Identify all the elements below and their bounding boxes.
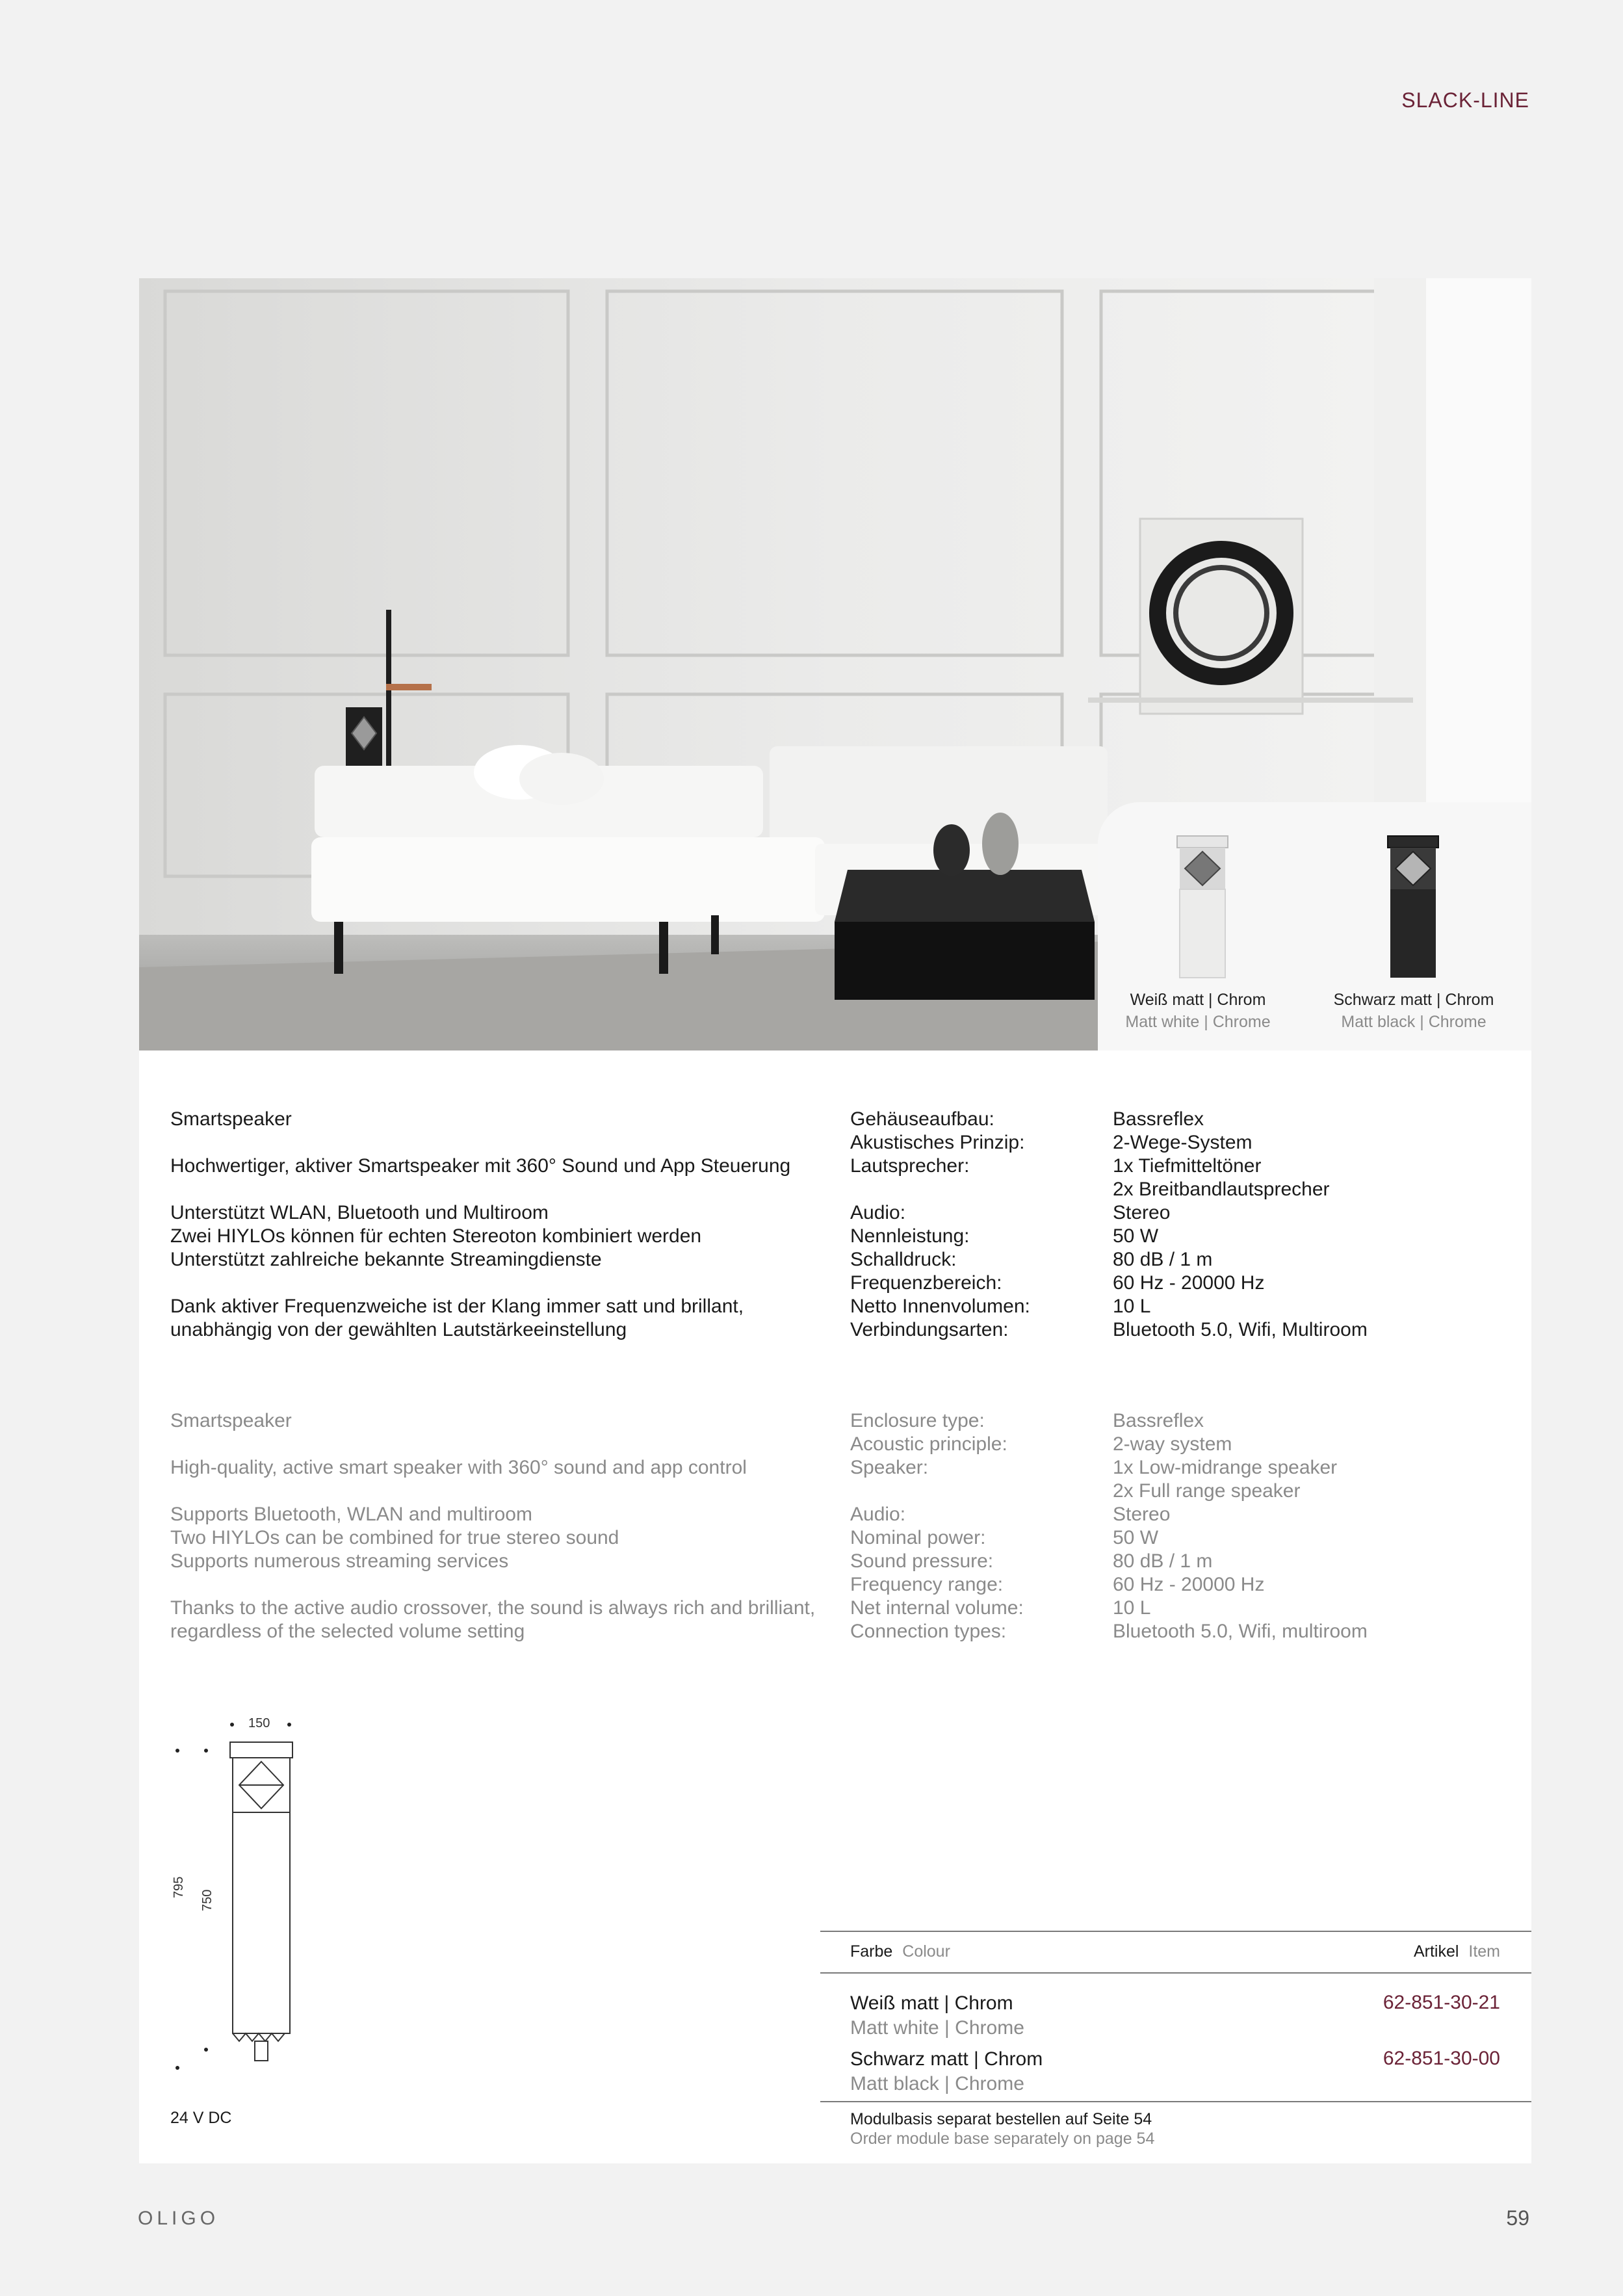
variant-white (1100, 802, 1295, 1050)
variant-white-label-de: Weiß matt | Chrom (1130, 991, 1266, 1009)
table-rule-header (820, 1972, 1531, 1974)
description-de: Smartspeaker Hochwertiger, aktiver Smartspeaker mit 360° Sound und App Steuerung Unterstützt WLAN, Bluetooth und Multiroom Zwei HIYLOs können für echten Stereoton kombiniert werden Unterstützt zahlreiche bekannte Streamingdienste Dank aktiver Frequenzweiche ist der Klang immer satt und brillant, unabhängig von der gewählten Lautstärkeeinstellung (170, 1108, 791, 1340)
dim-dot (204, 1749, 208, 1753)
product-title-de: Smartspeaker (170, 1108, 292, 1130)
black-speaker-icon (1316, 802, 1511, 984)
hero-room-photo (139, 278, 1531, 1050)
table-rule-bottom (820, 2101, 1531, 2102)
voltage-label: 24 V DC (170, 2109, 232, 2127)
col-colour-header: Farbe Colour (850, 1942, 950, 1961)
dim-body-height: 750 (200, 1889, 214, 1911)
speaker-technical-drawing (224, 1741, 302, 2092)
dim-dot (230, 1723, 234, 1727)
order-note-en: Order module base separately on page 54 (850, 2130, 1155, 2148)
table-row-white-de: Weiß matt | Chrom (850, 1992, 1013, 2014)
variant-black-label-de: Schwarz matt | Chrom (1333, 991, 1494, 1009)
variant-white-label-en: Matt white | Chrome (1125, 1013, 1271, 1031)
product-card (139, 278, 1531, 2163)
order-note-de: Modulbasis separat bestellen auf Seite 54 (850, 2110, 1152, 2128)
col-item-header: Artikel Item (1413, 1942, 1500, 1961)
colour-variant-panel (1098, 802, 1531, 1050)
series-title: SLACK-LINE (1401, 88, 1529, 112)
variant-black (1316, 802, 1511, 1050)
table-row-white-code: 62-851-30-21 (1383, 1992, 1500, 2013)
table-row-white-en: Matt white | Chrome (850, 2017, 1024, 2039)
variant-black-label-en: Matt black | Chrome (1341, 1013, 1487, 1031)
dim-dot (287, 1723, 291, 1727)
dim-total-height: 795 (172, 1876, 186, 1898)
page-number: 59 (1506, 2206, 1529, 2230)
specs-values-en: Bassreflex 2-way system 1x Low-midrange speaker 2x Full range speaker Stereo 50 W 80 dB / 1 m 60 Hz - 20000 Hz 10 L Bluetooth 5.0, Wifi, multiroom (1113, 1410, 1368, 1642)
white-speaker-icon (1100, 802, 1295, 984)
table-row-black-code: 62-851-30-00 (1383, 2048, 1500, 2069)
dim-dot (175, 1749, 179, 1753)
dim-dot (175, 2066, 179, 2070)
table-row-black-en: Matt black | Chrome (850, 2073, 1024, 2094)
specs-labels-de: Gehäuseaufbau: Akustisches Prinzip: Lautsprecher: Audio: Nennleistung: Schalldruck: Frequenzbereich: Netto Innenvolumen: Verbindungsarten: (850, 1108, 1030, 1340)
specs-labels-en: Enclosure type: Acoustic principle: Speaker: Audio: Nominal power: Sound pressure: Frequency range: Net internal volume: Connection types: (850, 1410, 1024, 1642)
brand-logo: OLIGO (138, 2208, 220, 2229)
product-title-en: Smartspeaker (170, 1410, 292, 1431)
dim-width: 150 (248, 1716, 270, 1730)
description-en: Smartspeaker High-quality, active smart speaker with 360° sound and app control Supports Bluetooth, WLAN and multiroom Two HIYLOs can be combined for true stereo sound Supports numerous streaming services Thanks to the active audio crossover, the sound is always rich and brilliant, regardless of the selected volume setting (170, 1410, 816, 1642)
table-row-black-de: Schwarz matt | Chrom (850, 2048, 1043, 2070)
table-rule-top (820, 1931, 1531, 1932)
specs-values-de: Bassreflex 2-Wege-System 1x Tiefmitteltöner 2x Breitbandlautsprecher Stereo 50 W 80 dB / 1 m 60 Hz - 20000 Hz 10 L Bluetooth 5.0, Wifi, Multiroom (1113, 1108, 1368, 1340)
dim-dot (204, 2048, 208, 2052)
